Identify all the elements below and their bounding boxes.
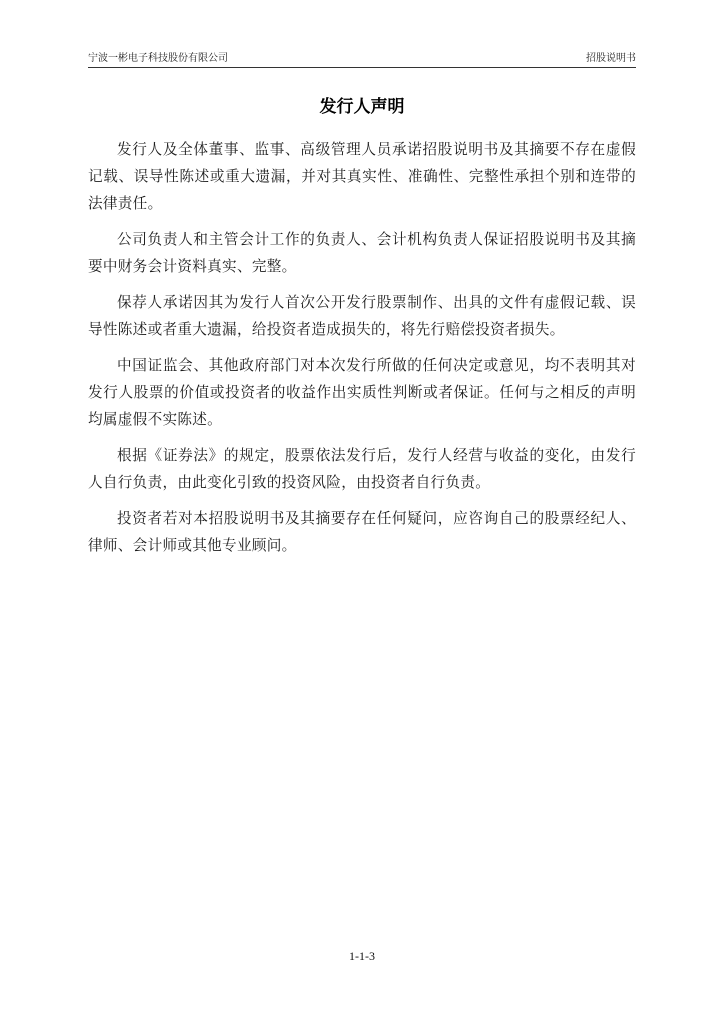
paragraph-securities-law: 根据《证券法》的规定，股票依法发行后，发行人经营与收益的变化，由发行人自行负责，由此变化引致的投资风险，由投资者自行负责。 (88, 447, 636, 491)
page-title: 发行人声明 (319, 97, 405, 117)
header-company-name: 宁波一彬电子科技股份有限公司 (88, 53, 228, 64)
page-number: 1-1-3 (349, 949, 375, 963)
paragraph-sponsor-compensation: 保荐人承诺因其为发行人首次公开发行股票制作、出具的文件有虚假记载、误导性陈述或者重大遗漏，给投资者造成损失的，将先行赔偿投资者损失。 (88, 294, 636, 338)
paragraph-investor-advice: 投资者若对本招股说明书及其摘要存在任何疑问，应咨询自己的股票经纪人、律师、会计师或其他专业顾问。 (88, 510, 636, 554)
header-divider (88, 67, 636, 68)
declaration-body (88, 136, 636, 568)
paragraph-financial-accuracy: 公司负责人和主管会计工作的负责人、会计机构负责人保证招股说明书及其摘要中财务会计资料真实、完整。 (88, 231, 636, 275)
header-document-name: 招股说明书 (586, 53, 636, 64)
paragraph-csrc-disclaimer: 中国证监会、其他政府部门对本次发行所做的任何决定或意见，均不表明其对发行人股票的价值或投资者的收益作出实质性判断或者保证。任何与之相反的声明均属虚假不实陈述。 (88, 357, 636, 428)
paragraph-directors-commitment: 发行人及全体董事、监事、高级管理人员承诺招股说明书及其摘要不存在虚假记载、误导性陈述或重大遗漏，并对其真实性、准确性、完整性承担个别和连带的法律责任。 (88, 141, 636, 212)
